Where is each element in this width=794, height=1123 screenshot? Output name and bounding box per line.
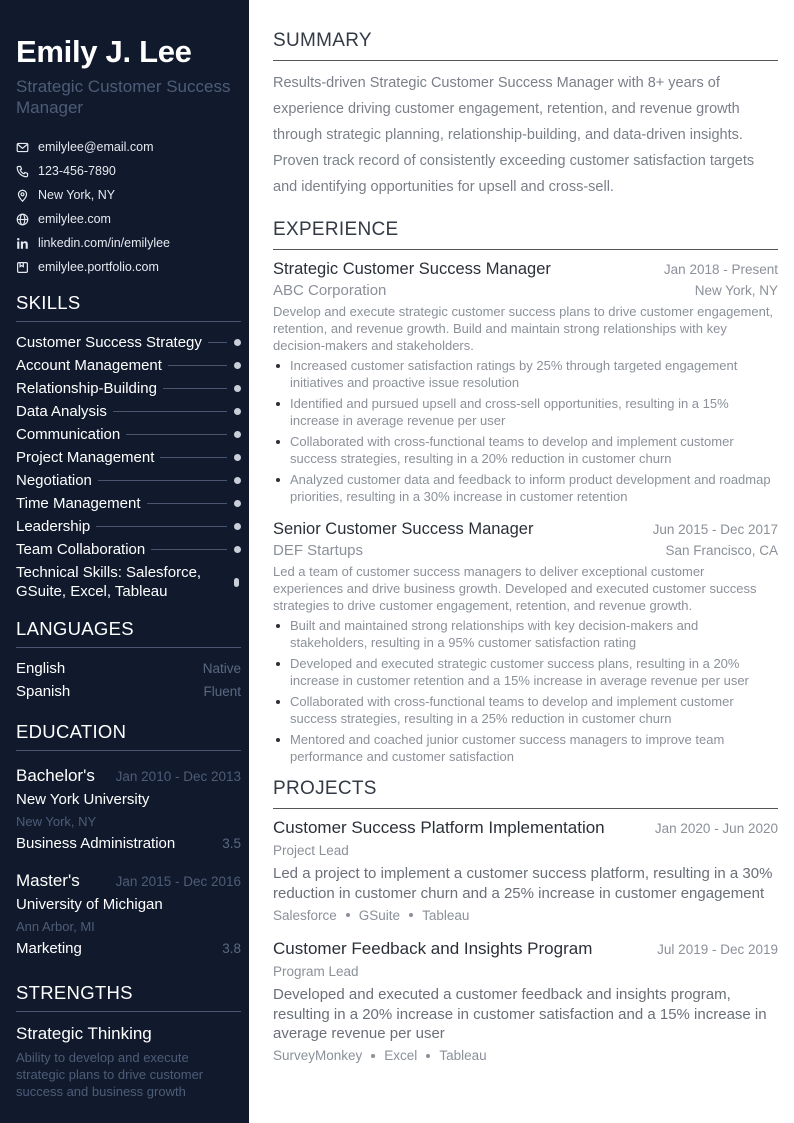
gpa: 3.5 [222,836,241,851]
project-dates: Jan 2020 - Jun 2020 [654,821,778,836]
skill-level-dot [234,431,241,438]
job-title: Senior Customer Success Manager [273,520,534,538]
project-description: Developed and executed a customer feedback and insights program, resulting in a 20% increase in customer satisfaction and a 15% increase in average revenue per user [273,986,767,1042]
project-description: Led a project to implement a customer success platform, resulting in a 30% reduction in customer churn and a 25% increase in customer engagement [273,865,773,902]
portfolio-icon [16,261,29,274]
tool-tag: GSuite [358,907,401,923]
job-description: Led a team of customer success managers to deliver exceptional customer experiences and drive business growth. Developed and executed customer success strategies to drive customer engagement, retention, and revenue growth. [273,564,757,613]
skill-level-dot [234,477,241,484]
achievement-item: Identified and pursued upsell and cross-sell opportunities, resulting in a 15% increase in average revenue per user [273,395,778,429]
skill-item [16,563,241,601]
skill-leader-line [168,365,227,366]
field-of-study: Marketing [16,940,82,957]
linkedin-icon [16,237,29,250]
skill-item [16,492,241,515]
skill-label: Account Management [16,357,162,374]
skill-level-dot [234,523,241,530]
achievement-item: Mentored and coached junior customer success managers to improve team performance and customer satisfaction [273,731,778,765]
contact-list [16,135,241,279]
contact-email[interactable] [16,135,241,159]
email-icon [16,141,29,154]
project-role: Program Lead [273,964,359,979]
skill-item [16,538,241,561]
achievement-item: Built and maintained strong relationships with key decision-makers and stakeholders, resulting in a 95% customer satisfaction rating [273,617,778,651]
education-entry [16,764,241,856]
school-name: University of Michigan [16,896,163,913]
separator-dot [426,1054,430,1058]
education-dates: Jan 2010 - Dec 2013 [115,769,241,784]
skills-heading: SKILLS [16,292,241,322]
languages-list [16,657,241,703]
skill-item [16,400,241,423]
skill-item [16,377,241,400]
job-dates: Jun 2015 - Dec 2017 [652,522,778,537]
contact-email-text: emilylee@email.com [38,140,154,154]
separator-dot [409,913,413,917]
project-title: Customer Feedback and Insights Program [273,939,593,958]
skill-level-dot [234,546,241,553]
skill-label: Project Management [16,449,155,466]
skill-leader-line [96,526,227,527]
skill-leader-line [208,342,227,343]
skill-item [16,331,241,354]
skill-label: Relationship-Building [16,380,157,397]
skill-level-dot [234,454,241,461]
skill-level-dot [234,408,241,415]
skill-level-dot [234,578,239,587]
contact-website[interactable] [16,207,241,231]
achievement-item: Collaborated with cross-functional teams to develop and implement customer success strategies, resulting in a 25% reduction in customer churn [273,693,778,727]
languages-heading: LANGUAGES [16,618,241,648]
language-name: English [16,660,66,677]
contact-location [16,183,241,207]
strength-description: Ability to develop and execute strategic plans to drive customer success and business growth [16,1050,204,1099]
job-description: Develop and execute strategic customer success plans to drive customer engagement, retention, and revenue growth. Build and maintain strong relationships with key decision-makers and stakeholders. [273,304,774,353]
degree: Master's [16,871,80,890]
skill-level-dot [234,385,241,392]
experience-heading: EXPERIENCE [273,219,778,250]
field-of-study: Business Administration [16,835,176,852]
skills-list [16,331,241,601]
skill-item [16,446,241,469]
achievement-item: Analyzed customer data and feedback to inform product development and roadmap priorities, resulting in a 30% increase in customer retention [273,471,778,505]
job-dates: Jan 2018 - Present [663,262,778,277]
skill-level-dot [234,362,241,369]
language-item [16,680,241,703]
achievement-item: Increased customer satisfaction ratings by 25% through targeted engagement initiatives and proactive issue resolution [273,357,778,391]
company-name: DEF Startups [273,542,364,559]
project-role: Project Lead [273,843,349,858]
degree: Bachelor's [16,766,95,785]
project-title: Customer Success Platform Implementation [273,818,605,837]
skill-label: Negotiation [16,472,92,489]
phone-icon [16,165,29,178]
tool-tag: Excel [384,1048,418,1063]
achievement-item: Collaborated with cross-functional teams to develop and implement customer success strategies, resulting in a 20% reduction in customer churn [273,433,778,467]
school-location: Ann Arbor, MI [16,919,95,934]
language-item [16,657,241,680]
contact-location-text: New York, NY [38,188,116,202]
school-name: New York University [16,791,150,808]
skill-label: Leadership [16,518,91,535]
contact-portfolio-text: emilylee.portfolio.com [38,260,159,274]
skill-leader-line [126,434,227,435]
contact-phone[interactable] [16,159,241,183]
skill-label: Team Collaboration [16,541,146,558]
education-dates: Jan 2015 - Dec 2016 [115,874,241,889]
summary-heading: SUMMARY [273,30,778,61]
skill-label: Communication [16,426,121,443]
achievement-list [273,357,778,505]
skill-leader-line [160,457,227,458]
skill-level-dot [234,339,241,346]
project-tools [273,1047,778,1065]
skill-item [16,515,241,538]
education-heading: EDUCATION [16,721,241,751]
project-dates: Jul 2019 - Dec 2019 [657,942,778,957]
language-level: Native [202,661,241,676]
achievement-item: Developed and executed strategic customer success plans, resulting in a 20% increase in customer retention and a 15% increase in average revenue per user [273,655,778,689]
contact-portfolio[interactable] [16,255,241,279]
location-icon [16,189,29,202]
sidebar [0,0,249,1123]
language-level: Fluent [203,684,241,699]
tool-tag: SurveyMonkey [273,1048,363,1063]
projects-heading: PROJECTS [273,778,778,809]
language-name: Spanish [16,683,71,700]
globe-icon [16,213,29,226]
skill-level-dot [234,500,241,507]
project-entry [273,938,778,1065]
separator-dot [371,1054,375,1058]
experience-entry [273,518,778,765]
strength-title: Strategic Thinking [16,1024,152,1043]
skill-leader-line [163,388,227,389]
skill-label: Customer Success Strategy [16,334,202,351]
contact-linkedin-text: linkedin.com/in/emilylee [38,236,171,250]
job-title: Strategic Customer Success Manager [273,260,551,278]
candidate-name: Emily J. Lee [16,34,192,69]
strengths-heading: STRENGTHS [16,982,241,1012]
skill-item [16,354,241,377]
skill-label: Technical Skills: Salesforce, GSuite, Excel, Tableau [16,564,202,600]
company-name: ABC Corporation [273,282,387,299]
skill-item [16,469,241,492]
job-location: San Francisco, CA [665,543,778,558]
main-content [273,30,778,1065]
education-entry [16,869,241,961]
summary-text: Results-driven Strategic Customer Success Manager with 8+ years of experience driving customer engagement, retention, and revenue growth through strategic planning, relationship-building, and data-driven insights. Proven track record of consistently exceeding customer satisfaction targets and identifying opportunities for upsell and cross-sell. [273,75,755,195]
tool-tag: Tableau [439,1048,487,1063]
contact-linkedin[interactable] [16,231,241,255]
experience-entry [273,258,778,505]
candidate-role: Strategic Customer Success Manager [16,77,231,117]
skill-leader-line [113,411,227,412]
project-entry [273,817,778,924]
tool-tag: Tableau [422,907,470,923]
skill-label: Time Management [16,495,141,512]
gpa: 3.8 [222,941,241,956]
job-location: New York, NY [694,283,778,298]
skill-leader-line [151,549,227,550]
tool-tag: Salesforce [273,907,337,923]
project-tools [273,906,778,924]
skill-label: Data Analysis [16,403,107,420]
achievement-list [273,617,778,765]
skill-leader-line [98,480,227,481]
skill-leader-line [147,503,228,504]
contact-website-text: emilylee.com [38,212,111,226]
contact-phone-text: 123-456-7890 [38,164,116,178]
separator-dot [346,913,350,917]
skill-item [16,423,241,446]
school-location: New York, NY [16,814,97,829]
